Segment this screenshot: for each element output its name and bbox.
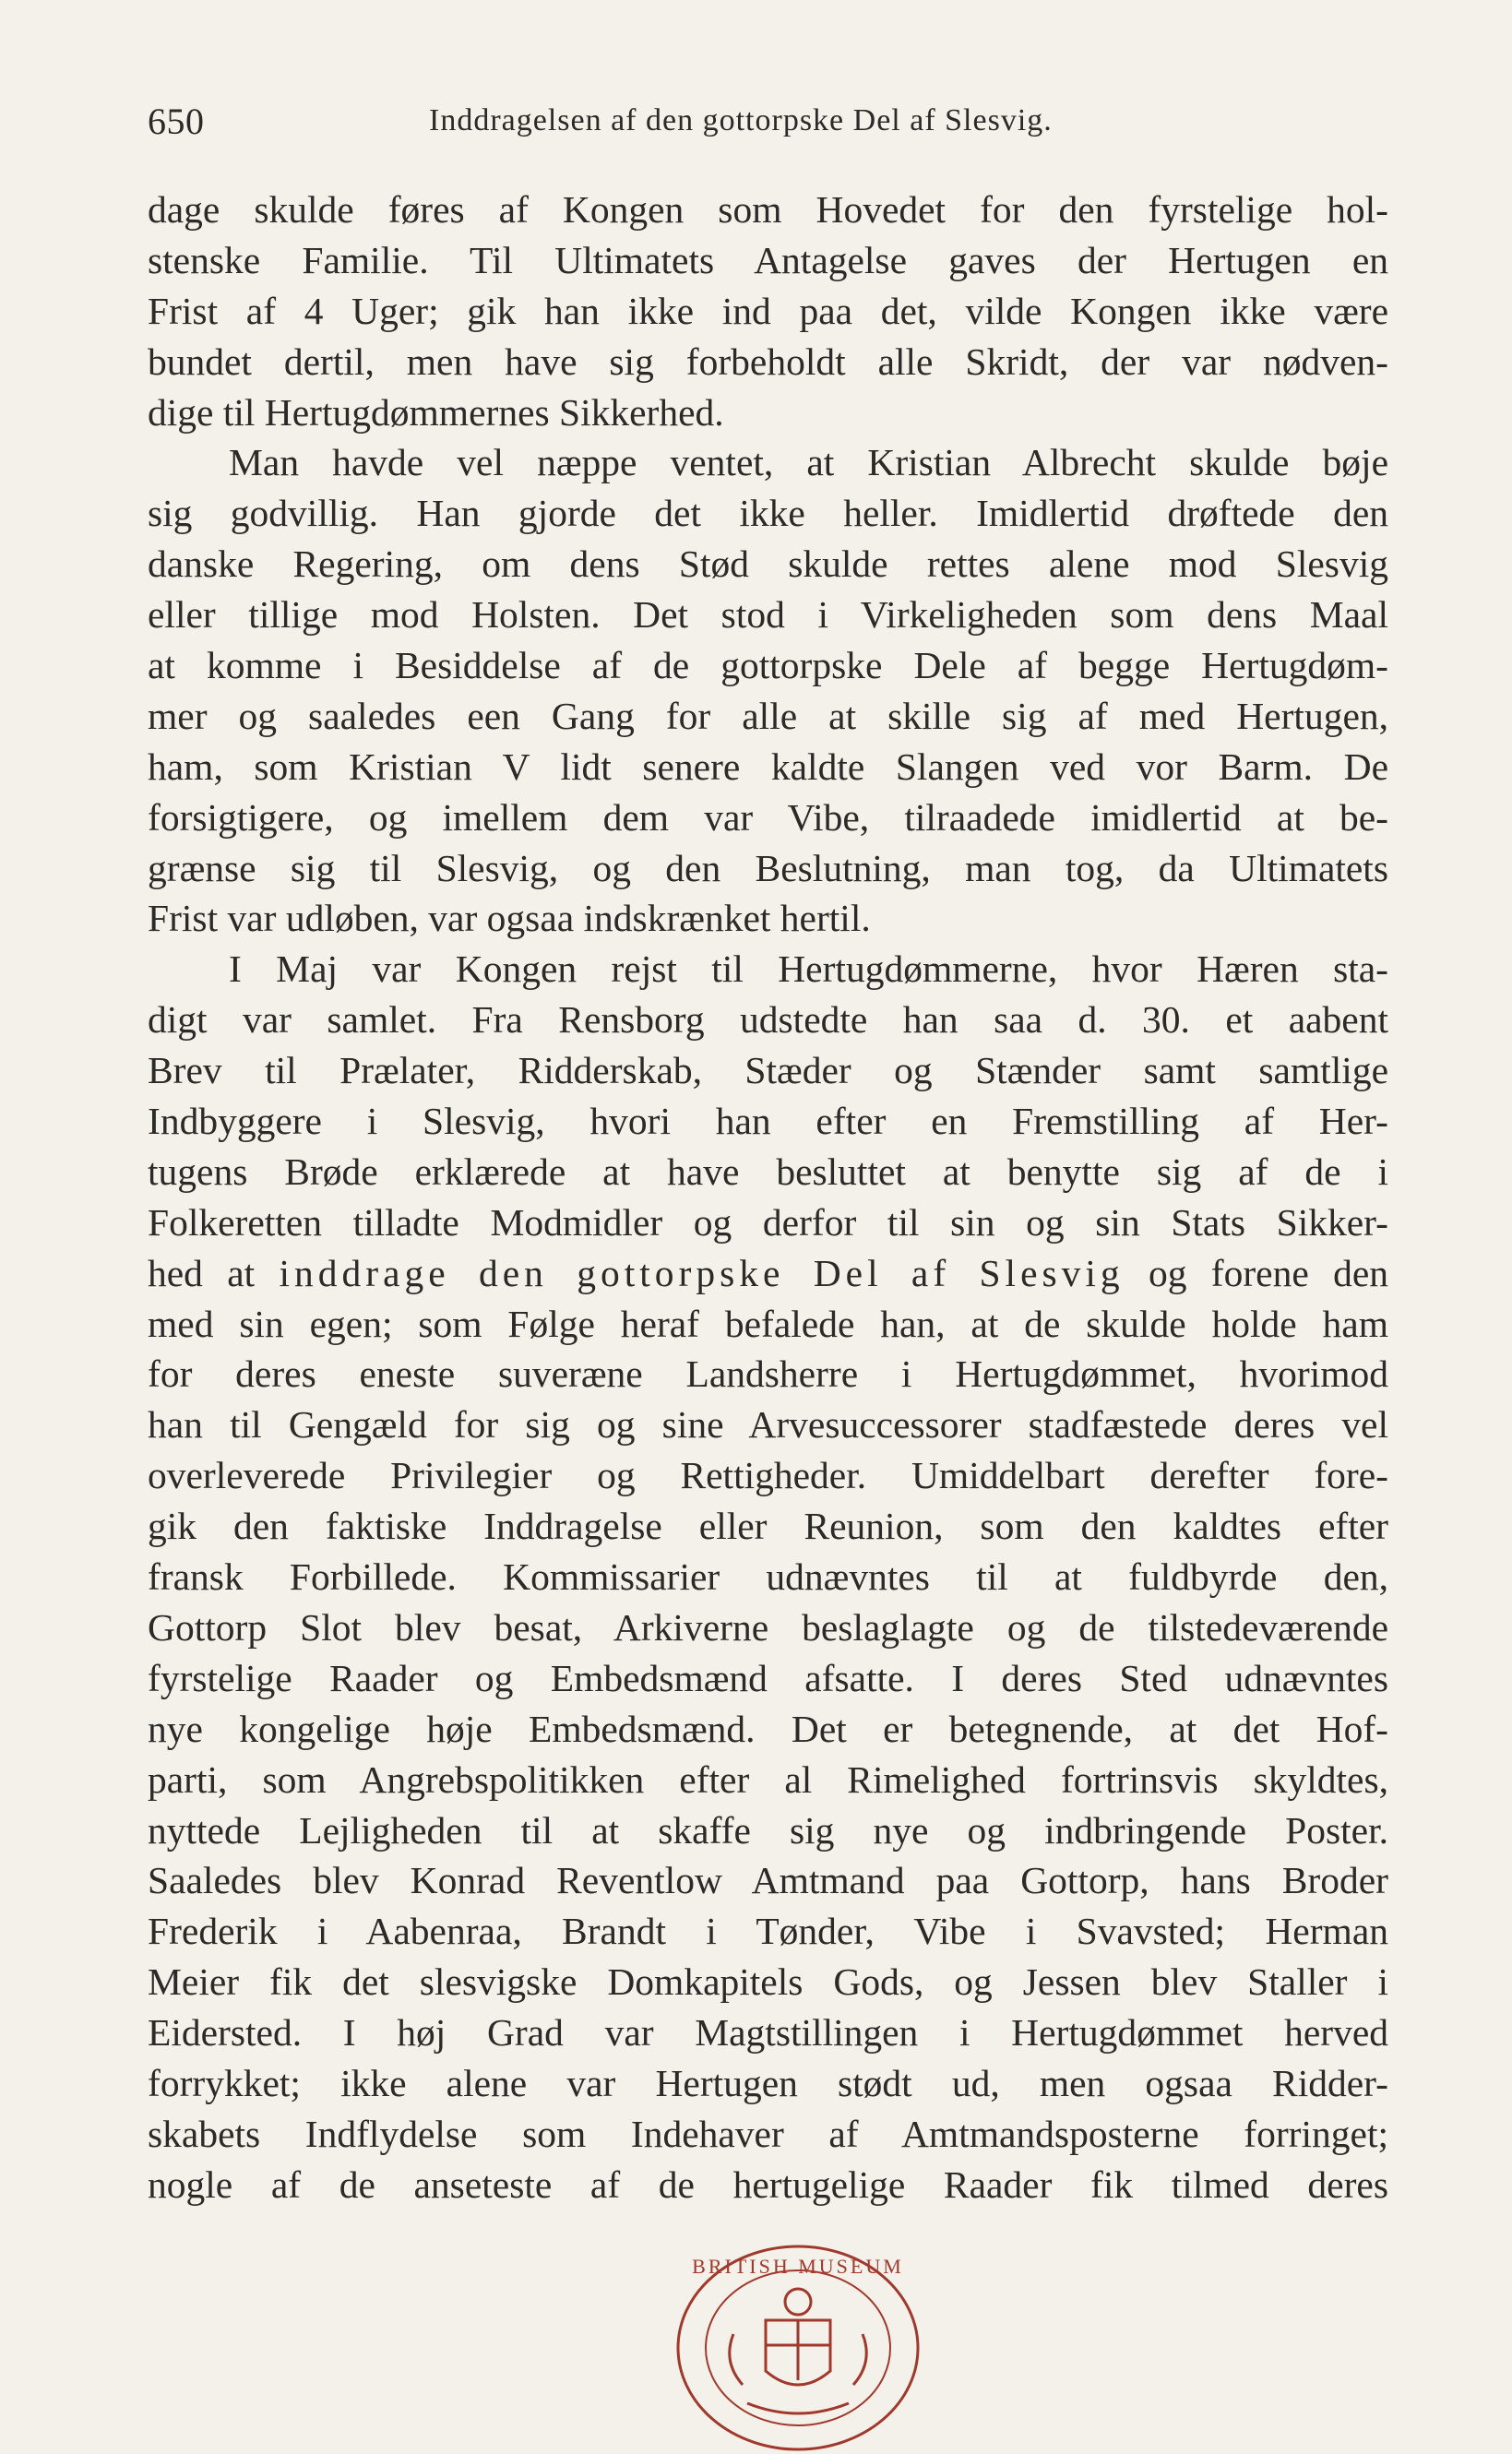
text-line: mer og saaledes een Gang for alle at skille sig af med Hertugen, [148, 694, 1388, 737]
text-line: nogle af de anseteste af de hertugelige Raader fik tilmed deres [148, 2162, 1388, 2206]
text-line: skabets Indflydelse som Indehaver af Amtmandsposterne forringet; [148, 2112, 1388, 2155]
text-line: ham, som Kristian V lidt senere kaldte Slangen ved vor Barm. De [148, 745, 1388, 788]
text-line: med sin egen; som Følge heraf befalede han, at de skulde holde ham [148, 1302, 1388, 1345]
text-line: Frist af 4 Uger; gik han ikke ind paa det, vilde Kongen ikke være [148, 289, 1388, 332]
emphasized-phrase: inddrage den gottorpske Del af Slesvig [279, 1251, 1125, 1294]
text-line: Saaledes blev Konrad Reventlow Amtmand paa Gottorp, hans Broder [148, 1859, 1388, 1902]
text-line: Indbyggere i Slesvig, hvori han efter en Fremstilling af Her- [148, 1100, 1388, 1143]
text-line: forrykket; ikke alene var Hertugen stødt ud, men ogsaa Ridder- [148, 2061, 1388, 2104]
text-line: Man havde vel næppe ventet, at Kristian Albrecht skulde bøje [229, 441, 1388, 484]
text-line: parti, som Angrebspolitikken efter al Rimelighed fortrinsvis skyldtes, [148, 1757, 1388, 1801]
text-line: fyrstelige Raader og Embedsmænd afsatte. I deres Sted udnævntes [148, 1656, 1388, 1699]
text-line: fransk Forbillede. Kommissarier udnævntes til at fuldbyrde den, [148, 1555, 1388, 1599]
text-line: grænse sig til Slesvig, og den Beslutning, man tog, da Ultimatets [148, 846, 1388, 889]
text-line: Frederik i Aabenraa, Brandt i Tønder, Vibe i Svavsted; Herman [148, 1910, 1388, 1953]
text-line: gik den faktiske Inddragelse eller Reunion, som den kaldtes efter [148, 1505, 1388, 1548]
text-line: Brev til Prælater, Ridderskab, Stæder og Stænder samt samtlige [148, 1049, 1388, 1092]
text-line: Meier fik det slesvigske Domkapitels Gods, og Jessen blev Staller i [148, 1960, 1388, 2004]
text-line: I Maj var Kongen rejst til Hertugdømmerne, hvor Hæren sta- [229, 947, 1388, 991]
text-line: dage skulde føres af Kongen som Hovedet for den fyrstelige hol- [148, 188, 1388, 231]
text-line: Eidersted. I høj Grad var Magtstillingen i Hertugdømmet herved [148, 2011, 1388, 2055]
text-line: tugens Brøde erklærede at have besluttet at benytte sig af de i [148, 1150, 1388, 1193]
svg-text:BRITISH MUSEUM: BRITISH MUSEUM [692, 2255, 904, 2278]
text-line: bundet dertil, men have sig forbeholdt alle Skridt, der var nødven- [148, 340, 1388, 383]
text-line: at komme i Besiddelse af de gottorpske Dele af begge Hertugdøm- [148, 644, 1388, 687]
text-line-spaced: hed at inddrage den gottorpske Del af Slesvig og forene den [148, 1251, 1388, 1294]
text-line: nye kongelige høje Embedsmænd. Det er betegnende, at det Hof- [148, 1707, 1388, 1750]
text-line: stenske Familie. Til Ultimatets Antagelse gaves der Hertugen en [148, 238, 1388, 281]
body-text [148, 185, 1388, 2210]
text-line: danske Regering, om dens Stød skulde rettes alene mod Slesvig [148, 542, 1388, 586]
text-line: eller tillige mod Holsten. Det stod i Virkeligheden som dens Maal [148, 593, 1388, 637]
text-line: nyttede Lejligheden til at skaffe sig nye og indbringende Poster. [148, 1808, 1388, 1852]
text-line: forsigtigere, og imellem dem var Vibe, tilraadede imidlertid at be- [148, 795, 1388, 839]
text-line: han til Gengæld for sig og sine Arvesuccessorer stadfæstede deres vel [148, 1403, 1388, 1447]
running-title: Inddragelsen af den gottorpske Del af Slesvig. [429, 103, 1053, 137]
text-line: Gottorp Slot blev besat, Arkiverne beslaglagte og de tilstedeværende [148, 1605, 1388, 1649]
text-line: for deres eneste suveræne Landsherre i Hertugdømmet, hvorimod [148, 1352, 1388, 1396]
text-line: digt var samlet. Fra Rensborg udstedte han saa d. 30. et aabent [148, 998, 1388, 1042]
text-line: Frist var udløben, var ogsaa indskrænket hertil. [148, 897, 871, 940]
page-number: 650 [148, 101, 205, 142]
text-line: Folkeretten tilladte Modmidler og derfor til sin og sin Stats Sikker- [148, 1200, 1388, 1244]
text-line: overleverede Privilegier og Rettigheder. Umiddelbart derefter fore- [148, 1454, 1388, 1497]
text-line: dige til Hertugdømmernes Sikkerhed. [148, 390, 724, 434]
library-stamp-icon [660, 2233, 936, 2454]
text-line: sig godvillig. Han gjorde det ikke heller. Imidlertid drøftede den [148, 492, 1388, 535]
